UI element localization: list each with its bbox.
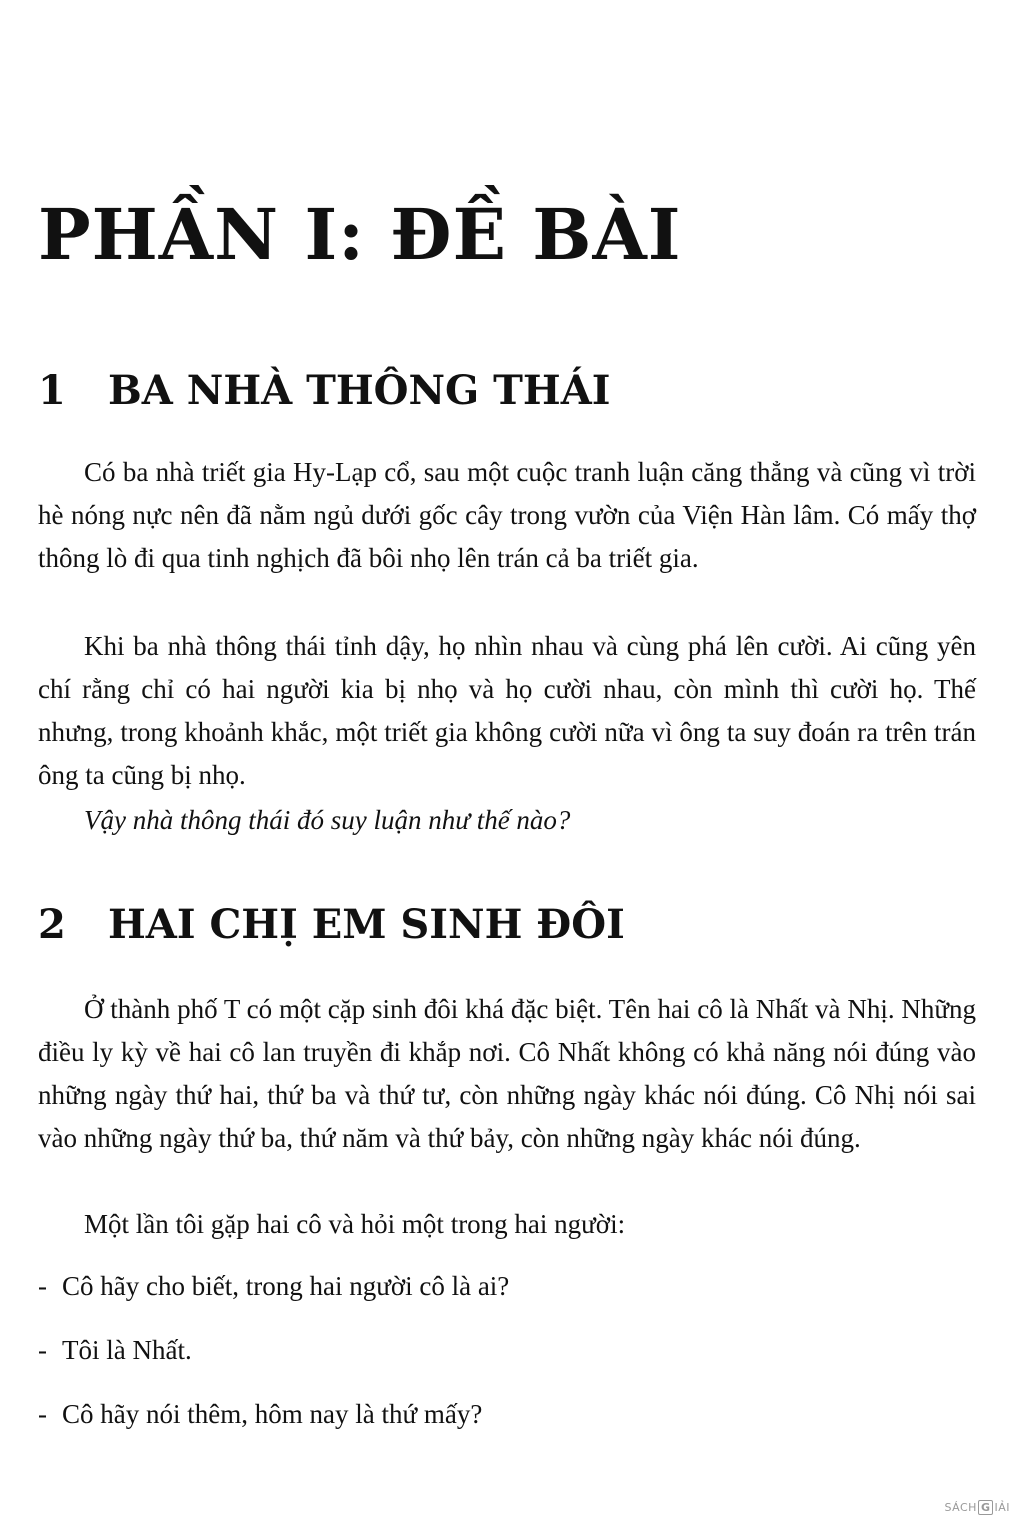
section-heading-1 [38, 366, 610, 416]
dialogue-dash: - [38, 1399, 47, 1429]
section-number: 2 [38, 901, 66, 948]
dialogue-text: Cô hãy cho biết, trong hai người cô là ai? [62, 1271, 510, 1301]
dialogue-text: Tôi là Nhất. [62, 1335, 192, 1365]
paragraph: Một lần tôi gặp hai cô và hỏi một trong hai người: [84, 1209, 626, 1239]
section-title: HAI CHỊ EM SINH ĐÔI [108, 901, 625, 948]
paragraph: Khi ba nhà thông thái tỉnh dậy, họ nhìn nhau và cùng phá lên cười. Ai cũng yên chí rằng chỉ có hai người kia bị nhọ và họ cười nhau, còn mình thì cười họ. Thế nhưng, trong khoảnh khắc, một triết gia không cười nữa vì ông ta suy đoán ra trên trán ông ta cũng bị nhọ. [38, 631, 976, 790]
section-number: 1 [38, 367, 66, 414]
section-title: BA NHÀ THÔNG THÁI [108, 367, 611, 414]
dialogue-text: Cô hãy nói thêm, hôm nay là thứ mấy? [62, 1399, 483, 1429]
dialogue-dash: - [38, 1271, 47, 1301]
watermark-suffix: IẢI [994, 1501, 1010, 1514]
part-title: PHẦN I: ĐỀ BÀI [38, 193, 682, 276]
section-heading-2 [38, 900, 625, 950]
watermark-box-letter: G [978, 1500, 994, 1515]
dialogue-line [38, 1394, 482, 1434]
paragraph: Có ba nhà triết gia Hy-Lạp cổ, sau một cuộc tranh luận căng thẳng và cũng vì trời hè nóng nực nên đã nằm ngủ dưới gốc cây trong vườn của Viện Hàn lâm. Có mấy thợ thông lò đi qua tinh nghịch đã bôi nhọ lên trán cả ba triết gia. [38, 457, 976, 573]
question-paragraph: Vậy nhà thông thái đó suy luận như thế nào? [84, 805, 571, 835]
watermark-prefix: SÁCH [944, 1501, 977, 1514]
watermark-logo [944, 1500, 1010, 1515]
dialogue-line [38, 1266, 509, 1306]
paragraph: Ở thành phố T có một cặp sinh đôi khá đặc biệt. Tên hai cô là Nhất và Nhị. Những điều ly kỳ về hai cô lan truyền đi khắp nơi. Cô Nhất không có khả năng nói đúng vào những ngày thứ hai, thứ ba và thứ tư, còn những ngày khác nói đúng. Cô Nhị nói sai vào những ngày thứ ba, thứ năm và thứ bảy, còn những ngày khác nói đúng. [38, 994, 976, 1153]
dialogue-line [38, 1330, 192, 1370]
dialogue-dash: - [38, 1335, 47, 1365]
